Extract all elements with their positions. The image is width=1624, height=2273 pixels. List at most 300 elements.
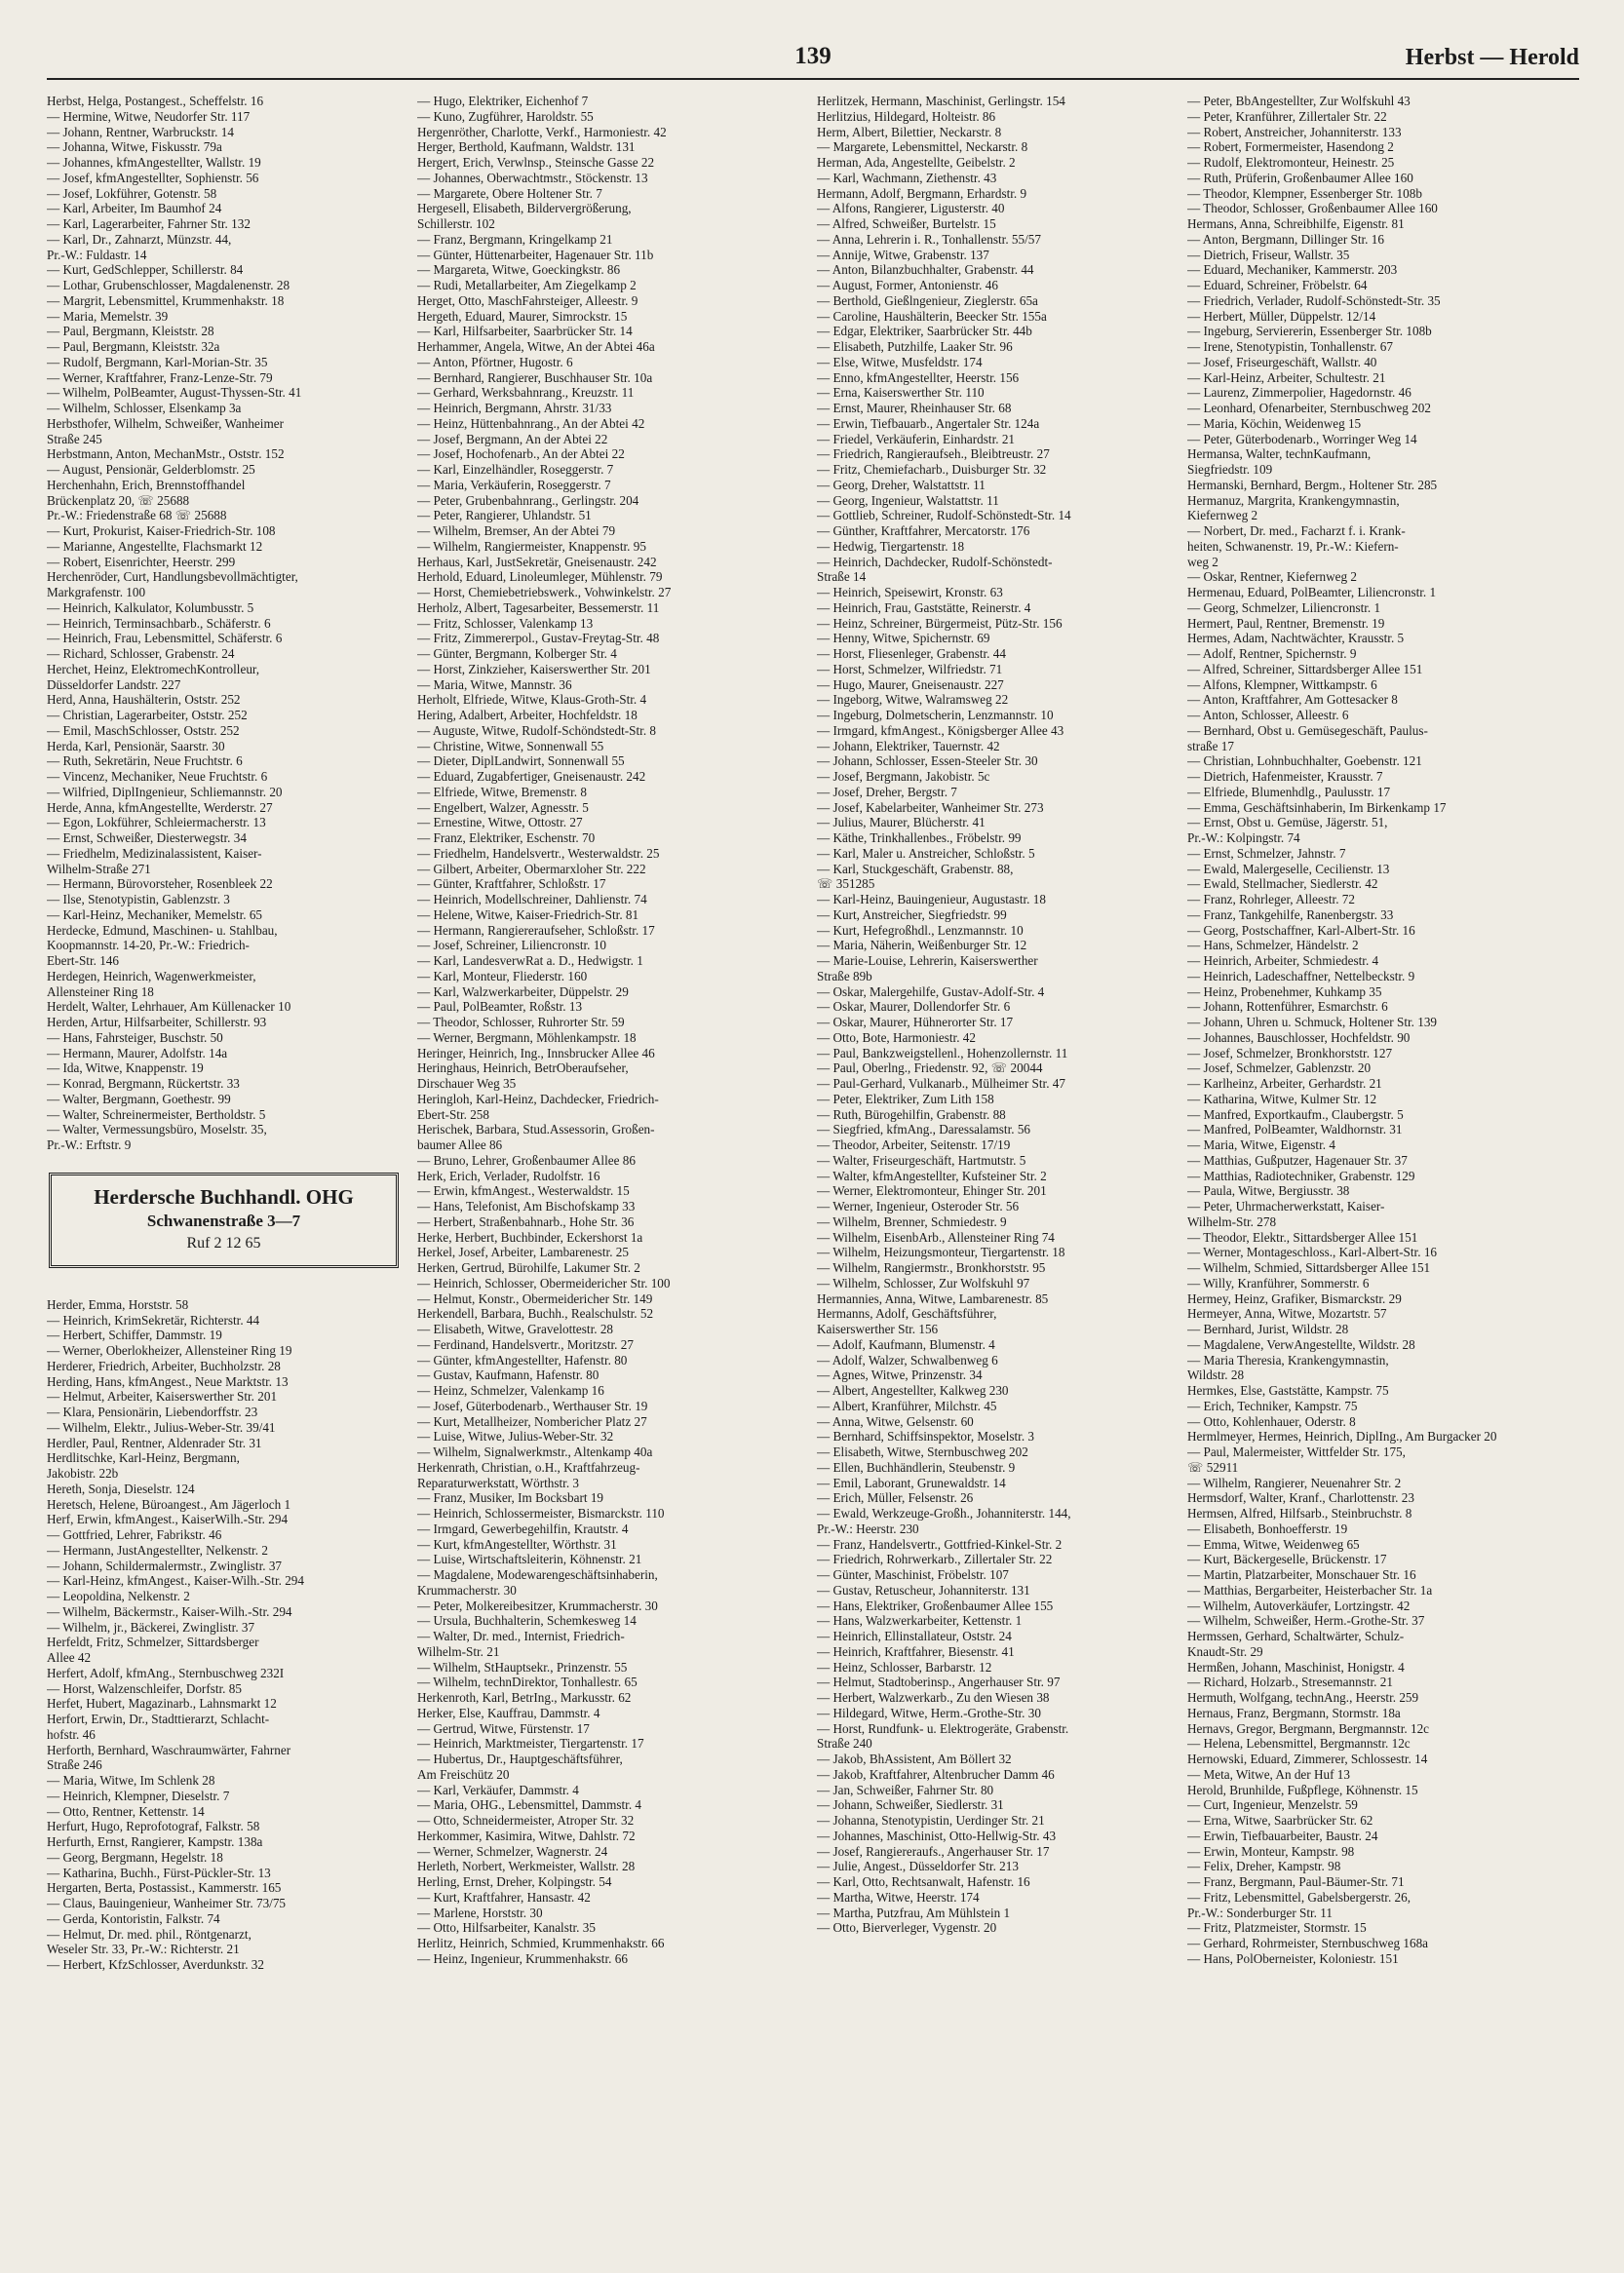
directory-entry: — Bruno, Lehrer, Großenbaumer Allee 86 [417,1152,636,1168]
directory-entry: — Alfons, Klempner, Wittkampstr. 6 [1187,676,1377,692]
directory-entry: — Heinrich, Kalkulator, Kolumbusstr. 5 [47,599,254,615]
directory-entry: — Margareta, Witwe, Goeckingkstr. 86 [417,262,621,278]
directory-entry: — Ida, Witwe, Knappenstr. 19 [47,1060,204,1076]
directory-entry: — Helene, Witwe, Kaiser-Friedrich-Str. 81 [417,906,639,922]
directory-entry: — Peter, Kranführer, Zillertaler Str. 22 [1187,108,1387,124]
directory-entry: Weseler Str. 33, Pr.-W.: Richterstr. 21 [47,1942,240,1957]
directory-entry: — Günter, Maschinist, Fröbelstr. 107 [817,1567,1009,1582]
directory-entry: — Otto, Kohlenhauer, Oderstr. 8 [1187,1413,1356,1429]
directory-entry: Knaudt-Str. 29 [1187,1643,1263,1659]
directory-entry: — Horst, Walzenschleifer, Dorfstr. 85 [47,1680,242,1696]
directory-entry: — Theodor, Arbeiter, Seitenstr. 17/19 [817,1137,1011,1152]
directory-entry: — Hugo, Maurer, Gneisenaustr. 227 [817,676,1004,692]
directory-entry: Herchenröder, Curt, Handlungsbevollmächtigter, [47,569,298,585]
directory-entry: — Magdalene, VerwAngestellte, Wildstr. 28 [1187,1336,1415,1352]
directory-entry: — Franz, Handelsvertr., Gottfried-Kinkel-Str. 2 [817,1536,1063,1552]
directory-entry: Pr.-W.: Heerstr. 230 [817,1521,919,1536]
directory-entry: — Ewald, Werkzeuge-Großh., Johanniterstr. 144, [817,1506,1071,1521]
directory-entry: Schillerstr. 102 [417,216,495,231]
directory-entry: Herlitzius, Hildegard, Holteistr. 86 [817,108,996,124]
directory-entry: — Eduard, Mechaniker, Kammerstr. 203 [1187,262,1398,278]
directory-entry: — Karl, Stuckgeschäft, Grabenstr. 88, [817,861,1014,876]
directory-entry: — Wilhelm, StHauptsekr., Prinzenstr. 55 [417,1659,628,1675]
directory-entry: — Günther, Kraftfahrer, Mercatorstr. 176 [817,523,1030,538]
directory-entry: — Karlheinz, Arbeiter, Gerhardstr. 21 [1187,1076,1382,1091]
directory-entry: — Gerda, Kontoristin, Falkstr. 74 [47,1910,220,1926]
directory-entry: baumer Allee 86 [417,1137,503,1152]
directory-entry: — Maria, OHG., Lebensmittel, Dammstr. 4 [417,1797,642,1813]
directory-entry: — Josef, Bergmann, Jakobistr. 5c [817,769,990,784]
directory-entry: — Matthias, Radiotechniker, Grabenstr. 129 [1187,1168,1415,1183]
directory-entry: — Leonhard, Ofenarbeiter, Sternbuschweg 202 [1187,401,1431,415]
directory-entry: Herfort, Erwin, Dr., Stadttierarzt, Schlacht- [47,1712,270,1726]
directory-entry: — Elfriede, Blumenhdlg., Paulusstr. 17 [1187,784,1391,799]
directory-entry: — Gerhard, Werksbahnrang., Kreuzstr. 11 [417,385,635,401]
directory-entry: — Wilhelm, Heizungsmonteur, Tiergartenstr. 18 [817,1245,1065,1260]
directory-entry: — Laurenz, Zimmerpolier, Hagedornstr. 46 [1187,385,1411,401]
directory-entry: — Wilhelm, PolBeamter, August-Thyssen-Str. 41 [47,385,302,401]
directory-entry: — Klara, Pensionärin, Liebendorffstr. 23 [47,1405,258,1419]
directory-entry: Ebert-Str. 146 [47,953,119,968]
directory-entry: — Josef, Hochofenarb., An der Abtei 22 [417,446,625,462]
directory-entry: Straße 245 [47,431,102,446]
directory-entry: Hermsdorf, Walter, Kranf., Charlottenstr. 23 [1187,1490,1414,1506]
directory-entry: — Herbert, Walzwerkarb., Zu den Wiesen 38 [817,1690,1050,1705]
directory-entry: — Anton, Schlosser, Alleestr. 6 [1187,708,1349,722]
directory-entry: — Heinrich, Ladeschaffner, Nettelbeckstr. 9 [1187,968,1415,983]
directory-entry: — Ernst, Schweißer, Diesterwegstr. 34 [47,830,247,845]
directory-entry: — Hans, Walzwerkarbeiter, Kettenstr. 1 [817,1613,1023,1629]
directory-entry: Hermssen, Gerhard, Schaltwärter, Schulz- [1187,1629,1405,1643]
directory-entry: — Annije, Witwe, Grabenstr. 137 [817,247,989,262]
directory-entry: — Günter, Hüttenarbeiter, Hagenauer Str. 11b [417,247,654,262]
directory-entry: — Walter, Dr. med., Internist, Friedrich- [417,1629,625,1643]
directory-entry: — Paula, Witwe, Bergiusstr. 38 [1187,1183,1350,1199]
directory-entry: — Ursula, Buchhalterin, Schemkesweg 14 [417,1613,637,1629]
directory-entry: Kaiserswerther Str. 156 [817,1322,939,1336]
directory-entry: — Otto, Rentner, Kettenstr. 14 [47,1803,205,1819]
directory-entry: — Emma, Witwe, Weidenweg 65 [1187,1536,1360,1552]
directory-entry: — Werner, Schmelzer, Wagnerstr. 24 [417,1843,608,1859]
directory-entry: Pr.-W.: Sonderburger Str. 11 [1187,1905,1333,1920]
directory-entry: Hermkes, Else, Gaststätte, Kampstr. 75 [1187,1383,1389,1398]
directory-entry: — Johannes, Maschinist, Otto-Hellwig-Str. 43 [817,1828,1057,1843]
directory-entry: — Günter, kfmAngestellter, Hafenstr. 80 [417,1352,628,1368]
directory-entry: — Franz, Elektriker, Eschenstr. 70 [417,830,596,845]
directory-entry: — Maria Theresia, Krankengymnastin, [1187,1352,1389,1368]
directory-entry: — Georg, Schmelzer, Liliencronstr. 1 [1187,599,1381,615]
directory-entry: — Oskar, Malergehilfe, Gustav-Adolf-Str. 4 [817,983,1045,999]
directory-entry: — Maria, Köchin, Weidenweg 15 [1187,415,1362,431]
directory-entry: — Franz, Musiker, Im Bocksbart 19 [417,1490,604,1506]
directory-entry: — Engelbert, Walzer, Agnesstr. 5 [417,799,589,815]
directory-entry: — Erich, Techniker, Kampstr. 75 [1187,1398,1358,1413]
directory-entry: — Hermine, Witwe, Neudorfer Str. 117 [47,108,251,124]
directory-entry: Herforth, Bernhard, Waschraumwärter, Fahrner [47,1742,291,1757]
directory-entry: — Paul, Malermeister, Wittfelder Str. 175, [1187,1445,1406,1459]
directory-entry: Herke, Herbert, Buchbinder, Eckershorst 1a [417,1229,643,1245]
directory-entry: Hermansa, Walter, technKaufmann, [1187,446,1372,462]
directory-entry: — Günter, Kraftfahrer, Schloßstr. 17 [417,876,606,892]
directory-entry: Herbsthofer, Wilhelm, Schweißer, Wanheimer [47,415,284,431]
directory-entry: Straße 14 [817,569,867,585]
directory-entry: — Bernhard, Obst u. Gemüsegeschäft, Paulus- [1187,722,1428,738]
directory-entry: Hermenau, Eduard, PolBeamter, Liliencronstr. 1 [1187,585,1437,599]
directory-entry: Herdegen, Heinrich, Wagenwerkmeister, [47,968,256,983]
directory-entry: — Werner, Oberlokheizer, Allensteiner Ring 19 [47,1343,292,1358]
directory-entry: — Walter, Schreinermeister, Bertholdstr. 5 [47,1106,266,1122]
directory-entry: — Kurt, Bäckergeselle, Brückenstr. 17 [1187,1552,1387,1567]
directory-entry: Heretsch, Helene, Büroangest., Am Jägerloch 1 [47,1496,291,1512]
directory-entry: — Franz, Bergmann, Kringelkamp 21 [417,231,613,247]
directory-entry: — Adolf, Kaufmann, Blumenstr. 4 [817,1336,995,1352]
directory-entry: — Leopoldina, Nelkenstr. 2 [47,1589,190,1603]
directory-entry: — Kurt, Kraftfahrer, Hansastr. 42 [417,1889,591,1905]
directory-entry: — Edgar, Elektriker, Saarbrücker Str. 44b [817,324,1032,339]
directory-entry: Herlitzek, Hermann, Maschinist, Gerlingstr. 154 [817,94,1065,108]
directory-entry: — Friedrich, Rohrwerkarb., Zillertaler Str. 22 [817,1552,1053,1567]
directory-entry: heiten, Schwanenstr. 19, Pr.-W.: Kiefern- [1187,538,1399,554]
directory-entry: Hergenröther, Charlotte, Verkf., Harmoniestr. 42 [417,124,667,139]
directory-entry: — Theodor, Klempner, Essenberger Str. 108b [1187,185,1422,201]
directory-entry: — Wilfried, DiplIngenieur, Schliemannstr. 20 [47,784,283,799]
directory-entry: — Helena, Lebensmittel, Bergmannstr. 12c [1187,1736,1411,1752]
directory-entry: — Ernst, Schmelzer, Jahnstr. 7 [1187,845,1346,861]
directory-block [417,94,783,1967]
column-1 [47,94,412,2257]
directory-entry: Herdler, Paul, Rentner, Aldenrader Str. 31 [47,1435,262,1450]
directory-entry: — Ernst, Obst u. Gemüse, Jägerstr. 51, [1187,815,1388,830]
directory-entry: Hernowski, Eduard, Zimmerer, Schlossestr. 14 [1187,1752,1428,1766]
directory-entry: Reparaturwerkstatt, Wörthstr. 3 [417,1475,580,1490]
directory-block [47,1297,412,1973]
directory-entry: — Johannes, Bauschlosser, Hochfeldstr. 90 [1187,1029,1411,1045]
directory-entry: Koopmannstr. 14-20, Pr.-W.: Friedrich- [47,938,250,953]
directory-entry: — Maria, Memelstr. 39 [47,308,169,324]
directory-entry: — Julie, Angest., Düsseldorfer Str. 213 [817,1859,1019,1874]
directory-entry: — Heinz, Schlosser, Barbarstr. 12 [817,1659,992,1675]
directory-entry: — Irene, Stenotypistin, Tonhallenstr. 67 [1187,339,1393,354]
directory-entry: — Heinrich, Modellschreiner, Dahlienstr. 74 [417,892,647,906]
directory-entry: — Karl-Heinz, Mechaniker, Memelstr. 65 [47,906,263,922]
directory-entry: — Agnes, Witwe, Prinzenstr. 34 [817,1368,983,1383]
bookshop-advertisement [49,1173,399,1268]
directory-entry: — Matthias, Gußputzer, Hagenauer Str. 37 [1187,1152,1408,1168]
directory-entry: — Karl, Monteur, Fliederstr. 160 [417,968,588,983]
directory-entry: — Auguste, Witwe, Rudolf-Schöndstedt-Str. 8 [417,722,657,738]
directory-entry: — Peter, Rangierer, Uhlandstr. 51 [417,508,592,523]
directory-entry: Pr.-W.: Friedenstraße 68 ☏ 25688 [47,508,227,523]
directory-block [817,94,1182,1936]
directory-entry: Allensteiner Ring 18 [47,983,154,999]
directory-entry: — Otto, Bierverleger, Vygenstr. 20 [817,1920,997,1936]
directory-entry: — Ilse, Stenotypistin, Gablenzstr. 3 [47,892,230,906]
directory-entry: — Walter, Vermessungsbüro, Moselstr. 35, [47,1122,267,1137]
directory-entry: — Wilhelm, technDirektor, Tonhallestr. 65 [417,1675,638,1690]
directory-entry: Herbst, Helga, Postangest., Scheffelstr. 16 [47,94,264,108]
directory-entry: — Karl, Einzelhändler, Roseggerstr. 7 [417,462,614,477]
directory-entry: — Georg, Dreher, Walstattstr. 11 [817,477,986,492]
directory-entry: Hereth, Sonja, Dieselstr. 124 [47,1481,195,1496]
running-head: Herbst — Herold [1405,45,1579,70]
directory-entry: Pr.-W.: Erftstr. 9 [47,1137,132,1152]
directory-entry: Brückenplatz 20, ☏ 25688 [47,492,190,508]
directory-entry: Herbstmann, Anton, MechanMstr., Oststr. 152 [47,446,285,462]
directory-entry: Hermann, Adolf, Bergmann, Erhardstr. 9 [817,185,1027,201]
directory-entry: — Käthe, Trinkhallenbes., Fröbelstr. 99 [817,830,1022,845]
directory-entry: — Wilhelm, Autoverkäufer, Lortzingstr. 42 [1187,1598,1411,1613]
directory-entry: — Horst, Fliesenleger, Grabenstr. 44 [817,646,1006,661]
directory-entry: — Meta, Witwe, An der Huf 13 [1187,1766,1350,1782]
directory-entry: — Ewald, Stellmacher, Siedlerstr. 42 [1187,876,1378,892]
column-2 [417,94,783,2257]
directory-entry: — Johann, Schweißer, Siedlerstr. 31 [817,1797,1004,1813]
directory-entry: — Maria, Witwe, Eigenstr. 4 [1187,1137,1335,1152]
directory-entry: — Karl, Wachmann, Ziethenstr. 43 [817,170,997,185]
directory-entry: — Ingeborg, Witwe, Walramsweg 22 [817,692,1009,708]
directory-entry: — Marie-Louise, Lehrerin, Kaiserswerther [817,953,1038,968]
directory-entry: — Eduard, Schreiner, Fröbelstr. 64 [1187,278,1368,292]
directory-entry: — Ruth, Prüferin, Großenbaumer Allee 160 [1187,170,1413,185]
directory-entry: — Emma, Geschäftsinhaberin, Im Birkenkamp 17 [1187,799,1447,815]
directory-entry: Wilhelm-Straße 271 [47,861,151,876]
directory-entry: — Erwin, Tiefbauarb., Angertaler Str. 124a [817,415,1040,431]
directory-entry: — Ernestine, Witwe, Ottostr. 27 [417,815,583,830]
directory-entry: — Katharina, Witwe, Kulmer Str. 12 [1187,1091,1377,1106]
directory-entry: — Georg, Bergmann, Hegelstr. 18 [47,1849,223,1865]
directory-entry: — Vincenz, Mechaniker, Neue Fruchtstr. 6 [47,769,268,784]
directory-entry: — Heinrich, KrimSekretär, Richterstr. 44 [47,1312,260,1328]
directory-entry: — Wilhelm, Rangiermeister, Knappenstr. 95 [417,538,646,554]
directory-entry: — Kurt, GedSchlepper, Schillerstr. 84 [47,262,244,278]
directory-entry: Wilhelm-Str. 21 [417,1643,500,1659]
directory-entry: — Margarete, Lebensmittel, Neckarstr. 8 [817,139,1028,155]
directory-entry: — Walter, kfmAngestellter, Kufsteiner Str. 2 [817,1168,1047,1183]
directory-entry: — Karl, Maler u. Anstreicher, Schloßstr. 5 [817,845,1035,861]
header-rule [47,78,1579,80]
directory-entry: Herdelt, Walter, Lehrhauer, Am Küllenacker 10 [47,999,291,1015]
directory-entry: — Ellen, Buchhändlerin, Steubenstr. 9 [817,1459,1016,1475]
directory-entry: — Erwin, kfmAngest., Westerwaldstr. 15 [417,1183,630,1199]
directory-entry: — Elisabeth, Putzhilfe, Laaker Str. 96 [817,339,1013,354]
directory-entry: — Julius, Maurer, Blücherstr. 41 [817,815,986,830]
directory-entry: — Wilhelm, Schlosser, Elsenkamp 3a [47,401,242,415]
directory-entry: — Herbert, Schiffer, Dammstr. 19 [47,1328,222,1343]
directory-entry: weg 2 [1187,554,1218,569]
directory-entry: — Oskar, Maurer, Hühnerorter Str. 17 [817,1015,1014,1029]
directory-entry: — Josef, Schreiner, Liliencronstr. 10 [417,938,606,953]
directory-entry: — Konrad, Bergmann, Rückertstr. 33 [47,1076,240,1091]
directory-entry: — Johannes, kfmAngestellter, Wallstr. 19 [47,155,261,170]
directory-entry: — Rudolf, Elektromonteur, Heinestr. 25 [1187,155,1395,170]
directory-entry: — Josef, Lokführer, Gotenstr. 58 [47,185,217,201]
directory-entry: — Bernhard, Jurist, Wildstr. 28 [1187,1322,1349,1336]
directory-entry: — Jakob, BhAssistent, Am Böllert 32 [817,1752,1012,1766]
directory-entry: — Kurt, Hefegroßhdl., Lenzmannstr. 10 [817,922,1024,938]
directory-entry: — Dietrich, Friseur, Wallstr. 35 [1187,247,1350,262]
directory-entry: — Johann, Elektriker, Tauernstr. 42 [817,738,1000,753]
directory-entry: — Ruth, Sekretärin, Neue Fruchtstr. 6 [47,753,243,769]
directory-entry: Herget, Otto, MaschFahrsteiger, Alleestr. 9 [417,292,638,308]
directory-entry: — Werner, Kraftfahrer, Franz-Lenze-Str. 79 [47,369,273,385]
directory-entry: — Peter, Uhrmacherwerkstatt, Kaiser- [1187,1199,1385,1214]
directory-entry: — Karl-Heinz, Bauingenieur, Augustastr. 18 [817,892,1046,906]
directory-entry: Herling, Ernst, Dreher, Kolpingstr. 54 [417,1874,612,1889]
directory-entry: — Emil, Laborant, Grunewaldstr. 14 [817,1475,1006,1490]
directory-entry: Herker, Else, Kauffrau, Dammstr. 4 [417,1705,600,1720]
directory-entry: — Johanna, Stenotypistin, Uerdinger Str. 21 [817,1813,1045,1828]
directory-entry: — Ruth, Bürogehilfin, Grabenstr. 88 [817,1106,1006,1122]
directory-entry: Herken, Gertrud, Bürohilfe, Lakumer Str. 2 [417,1260,640,1275]
directory-entry: Hermsen, Alfred, Hilfsarb., Steinbruchstr. 8 [1187,1506,1412,1521]
directory-entry: Hermlmeyer, Hermes, Heinrich, DiplIng., Am Burgacker 20 [1187,1429,1497,1445]
directory-entry: — Hermann, JustAngestellter, Nelkenstr. 2 [47,1542,268,1558]
directory-entry: — Werner, Ingenieur, Osteroder Str. 56 [817,1199,1020,1214]
directory-entry: — Erna, Witwe, Saarbrücker Str. 62 [1187,1813,1373,1828]
directory-entry: — Jakob, Kraftfahrer, Altenbrucher Damm 46 [817,1766,1055,1782]
directory-entry: — Theodor, Elektr., Sittardsberger Allee 151 [1187,1229,1418,1245]
directory-entry: — Theodor, Schlosser, Ruhrorter Str. 59 [417,1015,625,1029]
directory-entry: — Hans, PolOberneister, Koloniestr. 151 [1187,1950,1399,1966]
directory-entry: — Richard, Schlosser, Grabenstr. 24 [47,646,235,661]
directory-entry: — Martin, Platzarbeiter, Monschauer Str. 16 [1187,1567,1416,1582]
directory-entry: — Gertrud, Witwe, Fürstenstr. 17 [417,1720,590,1736]
directory-entry: — Herbert, Straßenbahnarb., Hohe Str. 36 [417,1214,635,1229]
directory-entry: — Erwin, Monteur, Kampstr. 98 [1187,1843,1355,1859]
directory-entry: — Josef, Schmelzer, Bronkhorststr. 127 [1187,1045,1393,1060]
directory-entry: — Helmut, Arbeiter, Kaiserswerther Str. 201 [47,1389,278,1405]
directory-entry: — Hermann, Rangiereraufseher, Schloßstr. 17 [417,922,655,938]
directory-entry: Hergarten, Berta, Postassist., Kammerstr. 165 [47,1880,282,1896]
directory-entry: — Heinrich, Frau, Lebensmittel, Schäferstr. 6 [47,631,283,646]
directory-entry: — Werner, Elektromonteur, Ehinger Str. 201 [817,1183,1047,1199]
directory-entry: — Heinrich, Frau, Gaststätte, Reinerstr. 4 [817,599,1031,615]
directory-entry: — Irmgard, Gewerbegehilfin, Krautstr. 4 [417,1521,629,1536]
directory-entry: Krummacherstr. 30 [417,1582,517,1598]
directory-entry: — Elfriede, Witwe, Bremenstr. 8 [417,784,587,799]
directory-entry: — Horst, Schmelzer, Wilfriedstr. 71 [817,661,1003,676]
directory-entry: — Willy, Kranführer, Sommerstr. 6 [1187,1275,1370,1291]
directory-entry: Herfeldt, Fritz, Schmelzer, Sittardsberger [47,1635,259,1650]
directory-entry: Hergert, Erich, Verwlnsp., Steinsche Gasse 22 [417,155,655,170]
directory-entry: — Claus, Bauingenieur, Wanheimer Str. 73/75 [47,1896,287,1910]
directory-entry: — Fritz, Chemiefacharb., Duisburger Str. 32 [817,462,1047,477]
directory-entry: — Friedhelm, Handelsvertr., Westerwaldstr. 25 [417,845,660,861]
directory-entry: — Wilhelm, Signalwerkmstr., Altenkamp 40a [417,1445,653,1459]
directory-entry: — Curt, Ingenieur, Menzelstr. 59 [1187,1797,1358,1813]
directory-entry: — Heinrich, Klempner, Dieselstr. 7 [47,1788,230,1803]
directory-entry: Herger, Berthold, Kaufmann, Waldstr. 131 [417,139,636,155]
directory-entry: — Alfred, Schreiner, Sittardsberger Allee 151 [1187,661,1423,676]
directory-entry: — Felix, Dreher, Kampstr. 98 [1187,1859,1341,1874]
directory-entry: Herfet, Hubert, Magazinarb., Lahnsmarkt 12 [47,1696,277,1712]
directory-entry: Hermeyer, Anna, Witwe, Mozartstr. 57 [1187,1306,1387,1322]
directory-entry: — Heinrich, Bergmann, Ahrstr. 31/33 [417,401,612,415]
directory-entry: Herholt, Elfriede, Witwe, Klaus-Groth-Str. 4 [417,692,647,708]
directory-entry: — Anton, Bilanzbuchhalter, Grabenstr. 44 [817,262,1034,278]
directory-entry: — Erwin, Tiefbauarbeiter, Baustr. 24 [1187,1828,1378,1843]
directory-entry: Heringhaus, Heinrich, BetrOberaufseher, [417,1060,629,1076]
directory-entry: — Helmut, Stadtoberinsp., Angerhauser Str. 97 [817,1675,1061,1690]
directory-entry: — Heinrich, Dachdecker, Rudolf-Schönstedt- [817,554,1053,569]
directory-entry: Herlitz, Heinrich, Schmied, Krummenhakstr. 66 [417,1936,665,1950]
directory-entry: — Johann, Uhren u. Schmuck, Holtener Str. 139 [1187,1015,1438,1029]
directory-entry: — Herbert, KfzSchlosser, Averdunkstr. 32 [47,1957,264,1972]
directory-entry: — Karl, Hilfsarbeiter, Saarbrücker Str. 14 [417,324,633,339]
directory-entry: — Wilhelm, Schweißer, Herm.-Grothe-Str. 37 [1187,1613,1425,1629]
directory-entry: Herde, Anna, kfmAngestellte, Werderstr. 27 [47,799,273,815]
directory-entry: ☏ 52911 [1187,1459,1239,1475]
directory-entry: — Heinz, Ingenieur, Krummenhakstr. 66 [417,1950,628,1966]
directory-entry: — Elisabeth, Bonhoefferstr. 19 [1187,1521,1348,1536]
directory-entry: — Johannes, Oberwachtmstr., Stöckenstr. 13 [417,170,648,185]
directory-entry: Allee 42 [47,1650,92,1665]
directory-entry: Hermßen, Johann, Maschinist, Honigstr. 4 [1187,1659,1405,1675]
directory-entry: — Alfons, Rangierer, Ligusterstr. 40 [817,201,1005,216]
directory-entry: Herfert, Adolf, kfmAng., Sternbuschweg 232I [47,1665,285,1680]
directory-entry: — Erich, Müller, Felsenstr. 26 [817,1490,974,1506]
directory-entry: straße 17 [1187,738,1234,753]
directory-entry: — Gustav, Retuscheur, Johanniterstr. 131 [817,1582,1030,1598]
directory-entry: — Albert, Angestellter, Kalkweg 230 [817,1383,1009,1398]
directory-entry: Herhaus, Karl, JustSekretär, Gneisenaustr. 242 [417,554,657,569]
directory-entry: — Wilhelm, Bremser, An der Abtei 79 [417,523,616,538]
directory-entry: — August, Former, Antonienstr. 46 [817,278,998,292]
directory-entry: Herhold, Eduard, Linoleumleger, Mühlenstr. 79 [417,569,663,585]
directory-entry: — Karl, Dr., Zahnarzt, Münzstr. 44, [47,231,232,247]
directory-entry: — Franz, Bergmann, Paul-Bäumer-Str. 71 [1187,1874,1405,1889]
directory-entry: — Magdalene, Modewarengeschäftsinhaberin, [417,1567,658,1582]
directory-entry: — Anton, Pförtner, Hugostr. 6 [417,354,573,369]
directory-entry: Jakobistr. 22b [47,1466,119,1481]
directory-entry: — Jan, Schweißer, Fahrner Str. 80 [817,1782,994,1797]
directory-entry: — Paul-Gerhard, Vulkanarb., Mülheimer Str. 47 [817,1076,1065,1091]
directory-entry: — Franz, Rohrleger, Alleestr. 72 [1187,892,1355,906]
directory-entry: — Wilhelm, Bäckermstr., Kaiser-Wilh.-Str. 294 [47,1603,292,1619]
directory-entry: — Otto, Hilfsarbeiter, Kanalstr. 35 [417,1920,596,1936]
directory-entry: — Kurt, Anstreicher, Siegfriedstr. 99 [817,906,1007,922]
directory-entry: — Friedrich, Rangieraufseh., Bleibtreustr. 27 [817,446,1050,462]
directory-entry: Hergeth, Eduard, Maurer, Simrockstr. 15 [417,308,628,324]
directory-entry: — Heinrich, Ellinstallateur, Oststr. 24 [817,1629,1012,1643]
directory-entry: — Heinrich, Terminsachbarb., Schäferstr. 6 [47,615,271,631]
directory-entry: — August, Pensionär, Gelderblomstr. 25 [47,462,255,477]
directory-entry: — Alfred, Schweißer, Burtelstr. 15 [817,216,996,231]
directory-entry: — Hildegard, Witwe, Herm.-Grothe-Str. 30 [817,1705,1041,1720]
directory-entry: — Gerhard, Rohrmeister, Sternbuschweg 168a [1187,1936,1429,1950]
directory-entry: — Werner, Bergmann, Möhlenkampstr. 18 [417,1029,637,1045]
directory-entry: — Egon, Lokführer, Schleiermacherstr. 13 [47,815,266,830]
directory-entry: Herd, Anna, Haushälterin, Oststr. 252 [47,692,241,708]
directory-entry: Hermanski, Bernhard, Bergm., Holtener Str. 285 [1187,477,1438,492]
directory-entry: — Peter, Grubenbahnrang., Gerlingstr. 204 [417,492,639,508]
directory-entry: — Josef, Dreher, Bergstr. 7 [817,784,957,799]
directory-entry: — Hans, Fahrsteiger, Buschstr. 50 [47,1029,223,1045]
directory-entry: — Helmut, Dr. med. phil., Röntgenarzt, [47,1926,251,1942]
directory-entry: — Franz, Tankgehilfe, Ranenbergstr. 33 [1187,906,1394,922]
directory-entry: Herk, Erich, Verlader, Rudolfstr. 16 [417,1168,600,1183]
directory-entry: Hermert, Paul, Rentner, Bremenstr. 19 [1187,615,1385,631]
directory-entry: — Josef, Rangiereraufs., Angerhauser Str. 17 [817,1843,1050,1859]
directory-entry: — Luise, Witwe, Julius-Weber-Str. 32 [417,1429,614,1445]
directory-entry: — Siegfried, kfmAng., Daressalamstr. 56 [817,1122,1031,1137]
directory-entry: — Horst, Chemiebetriebswerk., Vohwinkelstr. 27 [417,585,672,599]
directory-entry: — Günter, Bergmann, Kolberger Str. 4 [417,646,617,661]
directory-entry: — Hermann, Bürovorsteher, Rosenbleek 22 [47,876,273,892]
directory-entry: — Hans, Telefonist, Am Bischofskamp 33 [417,1199,636,1214]
directory-entry: — Heinrich, Kraftfahrer, Biesenstr. 41 [817,1643,1015,1659]
directory-entry: — Otto, Bote, Harmoniestr. 42 [817,1029,976,1045]
